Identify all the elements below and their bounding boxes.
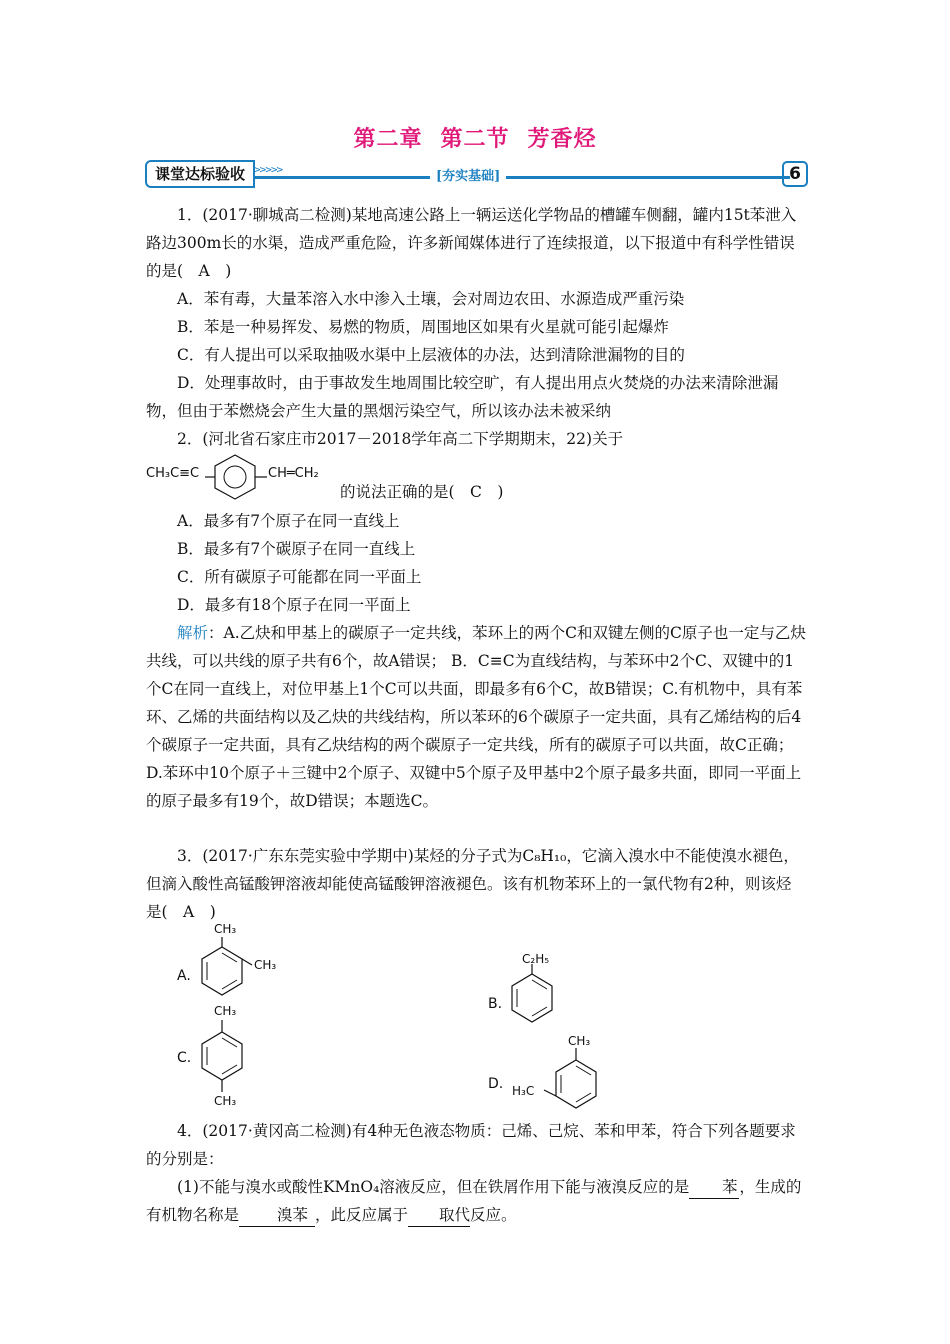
q3-d-label: D. bbox=[488, 1076, 504, 1092]
banner-badge: 6 bbox=[782, 161, 808, 187]
q1-option-a: A．苯有毒，大量苯溶入水中渗入土壤，会对周边农田、水源造成严重污染 bbox=[177, 290, 685, 308]
q2-struct-left: CH₃C≡C bbox=[146, 466, 200, 481]
q3-b-sub1: C₂H₅ bbox=[522, 952, 550, 966]
banner-arrows: >>>>> bbox=[254, 163, 283, 176]
q1-option-c: C．有人提出可以采取抽吸水渠中上层液体的办法，达到清除泄漏物的目的 bbox=[177, 346, 685, 364]
title-topic: 芳香烃 bbox=[527, 126, 597, 152]
q3-d-benzene-icon bbox=[552, 1058, 600, 1112]
q4-answer-1: 苯 bbox=[689, 1176, 739, 1199]
banner-tag: 课堂达标验收 bbox=[145, 160, 255, 188]
q3-b-benzene-icon bbox=[508, 972, 556, 1026]
q2-option-c: C．所有碳原子可能都在同一平面上 bbox=[177, 568, 422, 586]
q2-benzene-ring-icon bbox=[205, 452, 265, 502]
q2-option-a: A．最多有7个原子在同一直线上 bbox=[177, 512, 400, 530]
q4-sub1-text-b: ，生成的有机物名称是 bbox=[146, 1178, 802, 1224]
q3-b-label: B. bbox=[488, 996, 503, 1012]
q4-sub1 bbox=[146, 1173, 806, 1229]
q3-a-label: A. bbox=[177, 968, 191, 984]
analysis-text: ：A.乙炔和甲基上的碳原子一定共线，苯环上的两个C和双键左侧的C原子也一定与乙炔共线，可以共线的原子共有6个，故A错误； B．C≡C为直线结构，与苯环中2个C、双键中的1个C在同一直线上，对位甲基上1个C可以共面，即最多有6个C，故B错误；C.有机物中，具有苯环、乙烯的共面结构以及乙炔的共线结构，所以苯环的6个碳原子一定共面，具有乙烯结构的后4个碳原子一定共面，具有乙炔结构的两个碳原子一定共线，所有的碳原子可以共面，故C正确；D.苯环中10个原子＋三键中2个原子、双键中5个原子及甲基中2个原子最多共面，即同一平面上的原子最多有19个，故D错误；本题选C。 bbox=[146, 624, 806, 810]
q3-a-benzene-icon bbox=[198, 945, 246, 999]
q4-answer-2: 溴苯 bbox=[239, 1204, 315, 1227]
banner-middle: [夯实基础] bbox=[430, 165, 506, 184]
q3-c-benzene-icon bbox=[198, 1030, 246, 1084]
q3-a-sub1: CH₃ bbox=[214, 922, 237, 936]
q3-stem: 3．(2017·广东东莞实验中学期中)某烃的分子式为C₈H₁₀，它滴入溴水中不能使溴水褪色，但滴入酸性高锰酸钾溶液却能使高锰酸钾溶液褪色。该有机物苯环上的一氯代物有2种，则该烃是( A ) bbox=[146, 847, 799, 921]
q4-stem: 4．(2017·黄冈高二检测)有4种无色液态物质：己烯、己烷、苯和甲苯，符合下列各题要求的分别是： bbox=[146, 1122, 796, 1168]
title-section: 第二节 bbox=[440, 126, 510, 152]
q2-stem: 2．(河北省石家庄市2017－2018学年高二下学期期末，22)关于 bbox=[177, 430, 624, 448]
q2-option-b: B．最多有7个碳原子在同一直线上 bbox=[177, 540, 416, 558]
q2-stem-tail: 的说法正确的是( C ) bbox=[340, 483, 504, 501]
q1-option-b: B．苯是一种易挥发、易燃的物质，周围地区如果有火星就可能引起爆炸 bbox=[177, 318, 669, 336]
section-banner bbox=[143, 158, 808, 188]
banner-line bbox=[247, 176, 790, 179]
q3-d-sub2: H₃C bbox=[512, 1084, 535, 1098]
q3-c-sub2: CH₃ bbox=[214, 1094, 237, 1108]
q4-answer-3: 取代 bbox=[408, 1204, 470, 1227]
q3-c-sub1: CH₃ bbox=[214, 1004, 237, 1018]
title-chapter: 第二章 bbox=[353, 126, 423, 152]
q4-sub1-text-d: 反应。 bbox=[470, 1206, 517, 1224]
chapter-title bbox=[0, 122, 950, 153]
q1-option-d: D．处理事故时，由于事故发生地周围比较空旷，有人提出用点火焚烧的办法来清除泄漏物，但由于苯燃烧会产生大量的黑烟污染空气，所以该办法未被采纳 bbox=[146, 374, 779, 420]
q3-d-sub1: CH₃ bbox=[568, 1034, 591, 1048]
q2-option-d: D．最多有18个原子在同一平面上 bbox=[177, 596, 411, 614]
q1-stem: 1．(2017·聊城高二检测)某地高速公路上一辆运送化学物品的槽罐车侧翻，罐内15t苯泄入路边300m长的水渠，造成严重危险，许多新闻媒体进行了连续报道，以下报道中有科学性错误的是( A ) bbox=[146, 206, 797, 280]
q3-c-label: C. bbox=[177, 1050, 192, 1066]
q2-struct-right: CH═CH₂ bbox=[268, 466, 319, 481]
q4-sub1-text-c: ，此反应属于 bbox=[315, 1206, 409, 1224]
analysis-label: 解析 bbox=[177, 624, 209, 642]
q4-sub1-text-a: (1)不能与溴水或酸性KMnO₄溶液反应，但在铁屑作用下能与液溴反应的是 bbox=[177, 1178, 690, 1196]
q3-a-sub2: CH₃ bbox=[254, 958, 277, 972]
q2-analysis bbox=[146, 619, 806, 815]
